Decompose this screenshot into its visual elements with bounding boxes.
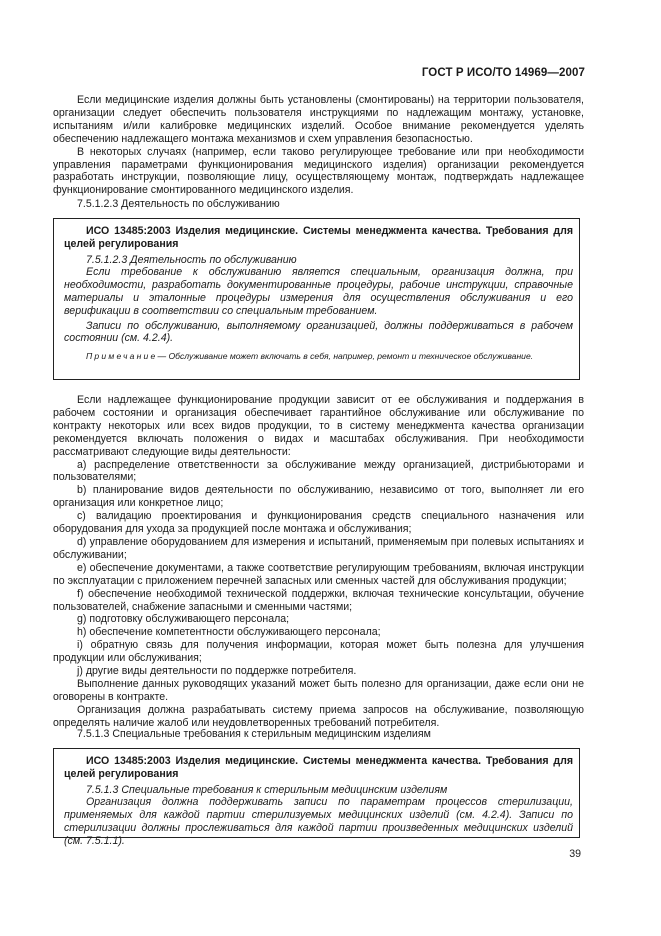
- main-text: [53, 394, 584, 730]
- main-paragraph-3: Организация должна разрабатывать систему приема запросов на обслуживание, позволяющую определять наличие жалоб или неудовлетворенных требований потребителя.: [53, 703, 584, 729]
- standard-header: ГОСТ Р ИСО/ТО 14969—2007: [421, 67, 585, 79]
- main-paragraph-1: Если надлежащее функционирование продукции зависит от ее обслуживания и поддержания в рабочем состоянии и организация обеспечивает гарантийное обслуживание или обслуживание по контракту некоторых или всех видов продукции, то в систему менеджмента качества организации рекомендуется включать положения о видах и масштабах обслуживания. При необходимости рассматривают следующие виды деятельности:: [53, 394, 584, 458]
- note-label: Примечание: [86, 351, 158, 362]
- intro-paragraph-2: В некоторых случаях (например, если таково регулирующее требование или при необходимости управления параметрами функционирования медицинского изделия) организации рекомендуется разработать инструкции, позволяющие лицу, осуществляющему монтаж, подтверждать надлежащее функционирование смонтированного медицинского изделия.: [53, 145, 584, 197]
- box-text-1: Организация должна поддерживать записи по параметрам процессов стерилизации, применяемых для каждой партии стерилизуемых медицинских изделий (см. 4.2.4). Записи по стерилизации должны прослеживаться для каждой партии произведенных медицинских изделий (см. 7.5.1.1).: [64, 796, 573, 847]
- main-paragraph-2: Выполнение данных руководящих указаний может быть полезно для организации, даже если они не оговорены в контракте.: [53, 677, 584, 703]
- list-item: a) распределение ответственности за обслуживание между организацией, дистрибьюторами и пользователями;: [53, 458, 584, 484]
- box-clause: 7.5.1.2.3 Деятельность по обслуживанию: [86, 253, 297, 266]
- box-clause: 7.5.1.3 Специальные требования к стерильным медицинским изделиям: [86, 783, 448, 796]
- list-item: i) обратную связь для получения информации, которая может быть полезна для улучшения продукции или обслуживания;: [53, 639, 584, 665]
- list-item: c) валидацию проектирования и функционирования средств специального назначения или оборудования для ухода за продукцией после монтажа и обслуживания;: [53, 510, 584, 536]
- page-number: 39: [569, 848, 581, 860]
- intro-text: [53, 94, 584, 197]
- list-item: d) управление оборудованием для измерения и испытаний, применяемым при полевых испытаниях и обслуживании;: [53, 535, 584, 561]
- section-heading-servicing: 7.5.1.2.3 Деятельность по обслуживанию: [77, 198, 280, 210]
- iso-quote-box-sterile: [53, 748, 580, 847]
- section-heading-sterile: 7.5.1.3 Специальные требования к стерильным медицинским изделиям: [77, 728, 431, 740]
- list-item: g) подготовку обслуживающего персонала;: [77, 613, 290, 626]
- box-text-2: Записи по обслуживанию, выполняемому организацией, должны поддерживаться в рабочем состоянии (см. 4.2.4).: [64, 319, 573, 345]
- box-title: ИСО 13485:2003 Изделия медицинские. Системы менеджмента качества. Требования для целей регулирования: [64, 755, 573, 780]
- box-text-1: Если требование к обслуживанию является специальным, организация должна, при необходимости, разработать документированные процедуры, рабочие инструкции, справочные материалы и эталонные процедуры измерения для осуществления обслуживания и его верификации в соответствии со специальным требованием.: [64, 266, 573, 317]
- list-item: e) обеспечение документами, а также соответствие регулирующим требованиям, включая инструкции по эксплуатации с приложением перечней запасных или сменных частей для обслуживания продукции;: [53, 561, 584, 587]
- note-text: — Обслуживание может включать в себя, например, ремонт и техническое обслуживание.: [157, 351, 534, 362]
- box-note: [64, 351, 573, 362]
- intro-paragraph-1: Если медицинские изделия должны быть установлены (смонтированы) на территории пользователя, организации следует обеспечить пользователя инструкциями по надлежащим монтажу, установке, испытаниям и/или калибровке медицинских изделий. Особое внимание рекомендуется уделять обеспечению надлежащего монтажа механизмов и схем управления безопасностью.: [53, 94, 584, 145]
- list-item: b) планирование видов деятельности по обслуживанию, независимо от того, выполняет ли его организация или конкретное лицо;: [53, 484, 584, 510]
- iso-quote-box-servicing: [53, 218, 580, 380]
- box-title: ИСО 13485:2003 Изделия медицинские. Системы менеджмента качества. Требования для целей регулирования: [64, 225, 573, 250]
- list-item: h) обеспечение компетентности обслуживающего персонала;: [77, 626, 381, 639]
- list-item: j) другие виды деятельности по поддержке потребителя.: [77, 665, 357, 678]
- list-item: f) обеспечение необходимой технической поддержки, включая технические консультации, обучение пользователей, снабжение запасными и сменными частями;: [53, 587, 584, 613]
